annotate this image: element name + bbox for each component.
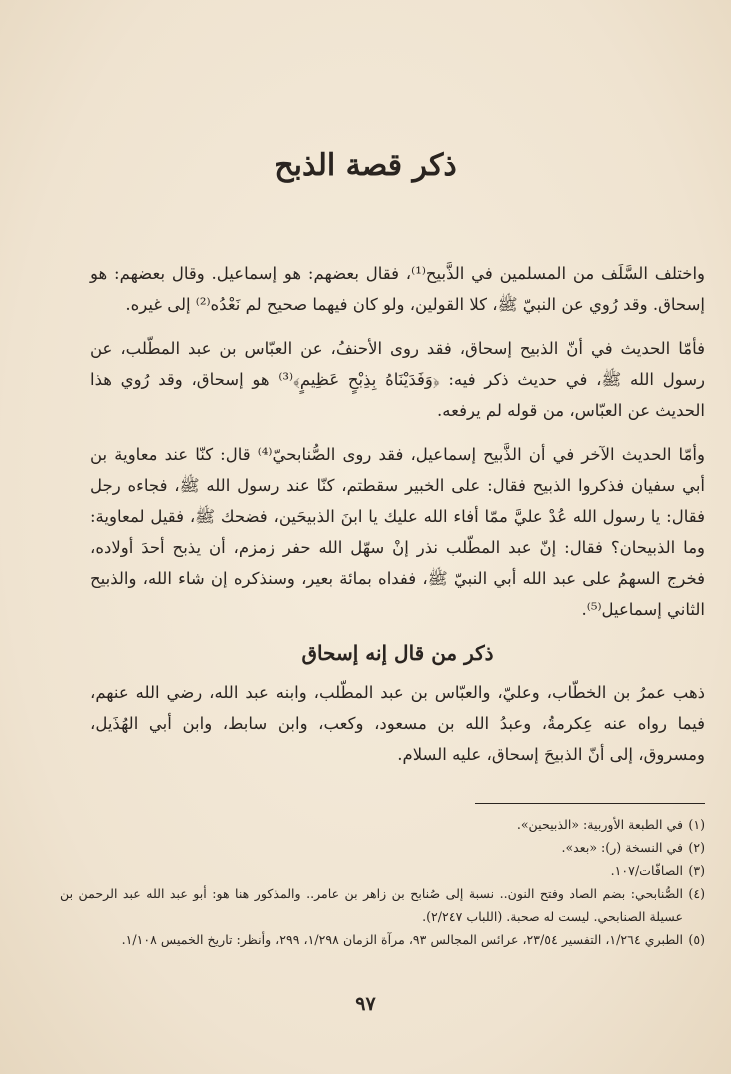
footnote	[60, 859, 705, 882]
paragraph: وأمّا الحديث الآخر في أن الذَّبيح إسماعيل، فقد روى الصُّنابحيّ⁽⁴⁾ قال: كنّا عند معاوية بن أبي سفيان فذكروا الذبيح فقال: على الخبير سقطتم، كنّا عند رسول الله ﷺ، فجاءه رجل فقال: يا رسول الله عُدْ عليَّ ممّا أفاء الله عليك يا ابنَ الذبيحَين، فضحك ﷺ، فقيل لمعاوية: وما الذبيحان؟ فقال: إنّ عبد المطّلب نذر إنْ سهّل الله حفر زمزم، أن يذبح أحدَ أولاده، فخرج السهمُ على عبد الله أبي النبيّ ﷺ، ففداه بمائة بعير، وسنذكره إن شاء الله، والذبيح الثاني إسماعيل⁽⁵⁾.	[90, 445, 705, 619]
footnote-number: (٤)	[688, 886, 705, 901]
footnote	[60, 882, 705, 928]
footnote-text: في النسخة (ر): «بعد».	[561, 840, 683, 855]
paragraph: واختلف السَّلَف من المسلمين في الذَّبيح⁽¹⁾، فقال بعضهم: هو إسماعيل. وقال بعضهم: هو إسحاق. وقد رُوي عن النبيّ ﷺ، كلا القولين، ولو كان فيهما صحيح لم نَعْدُه⁽²⁾ إلى غيره.	[90, 264, 706, 314]
footnote-text: الصافّات/١٠٧.	[610, 863, 683, 878]
footnote	[60, 836, 705, 859]
footnotes	[60, 813, 705, 951]
footnote	[60, 928, 705, 951]
footnote-text: في الطبعة الأوربية: «الذبيحين».	[516, 817, 683, 832]
footnote-text: الصُّنابحي: بضم الصاد وفتح النون.. نسبة إلى صُنابح بن زاهر بن عامر.. والمذكور هنا هو: أبو عبد الله عبد الرحمن بن عسيلة الصنابحي. ليست له صحبة. (اللباب ٢/٢٤٧).	[60, 886, 683, 924]
footnote-divider	[475, 803, 705, 804]
paragraph: فأمّا الحديث في أنّ الذبيح إسحاق، فقد روى الأحنفُ، عن العبّاس بن عبد المطّلب، عن رسول الله ﷺ، في حديث ذكر فيه: ﴿وَفَدَيْنَاهُ بِذِبْحٍ عَظِيمٍ﴾⁽³⁾ هو إسحاق، وقد رُوي هذا الحديث عن العبّاس، من قوله لم يرفعه.	[90, 339, 705, 420]
footnote-number: (١)	[688, 817, 705, 832]
paragraph: ذهب عمرُ بن الخطّاب، وعليّ، والعبّاس بن عبد المطّلب، وابنه عبد الله، رضي الله عنهم، فيما رواه عنه عِكرمةُ، وعبدُ الله بن مسعود، وكعب، وابن سابط، وابن أبي الهُذَيل، ومسروق، إلى أنّ الذبيحَ إسحاق، عليه السلام.	[90, 683, 705, 764]
main-text	[90, 258, 705, 783]
footnote-number: (٣)	[688, 863, 705, 878]
footnote	[60, 813, 705, 836]
page-number: ٩٧	[355, 993, 376, 1015]
page-title: ذكر قصة الذبح	[274, 148, 457, 183]
footnote-text: الطبري ١/٢٦٤، التفسير ٢٣/٥٤، عرائس المجالس ٩٣، مرآة الزمان ١/٢٩٨، ٢٩٩، وأنظر: تاريخ الخميس ١/١٠٨.	[121, 932, 683, 947]
footnote-number: (٢)	[688, 840, 705, 855]
section-subheading: ذكر من قال إنه إسحاق	[301, 641, 494, 665]
footnote-number: (٥)	[688, 932, 705, 947]
